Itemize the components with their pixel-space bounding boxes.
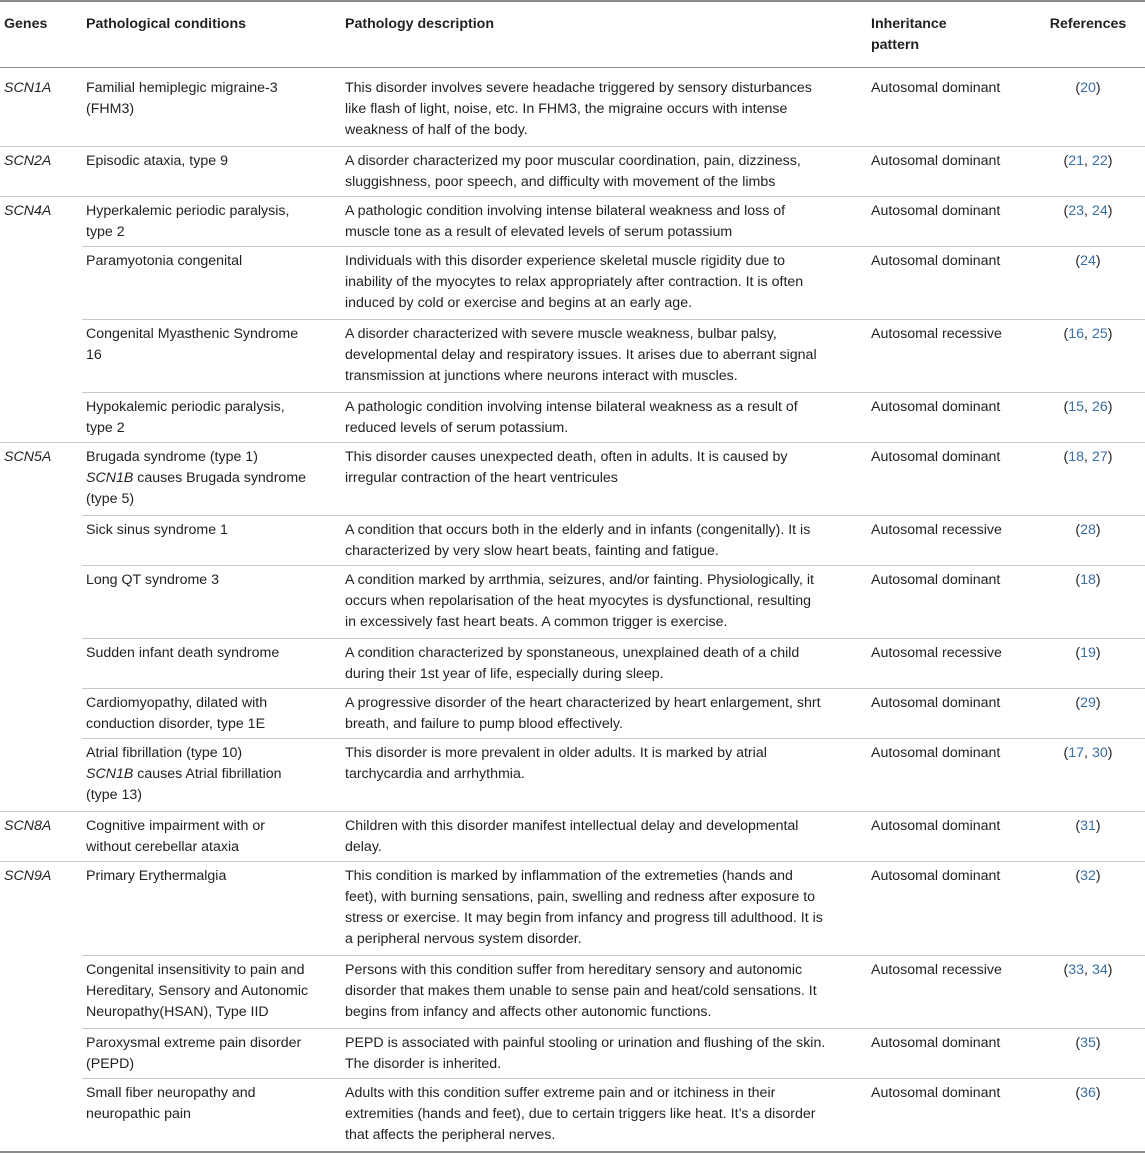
gene-cell bbox=[0, 247, 82, 320]
table-row bbox=[0, 689, 1145, 739]
inheritance-cell: Autosomal dominant bbox=[867, 68, 1031, 147]
references-cell: (29) bbox=[1031, 689, 1145, 739]
inheritance-cell: Autosomal recessive bbox=[867, 516, 1031, 566]
condition-cell bbox=[82, 862, 341, 956]
description-cell bbox=[341, 812, 867, 862]
table-row bbox=[0, 739, 1145, 812]
inheritance-cell: Autosomal dominant bbox=[867, 197, 1031, 247]
description-line: like flash of light, noise, etc. In FHM3, the migraine occurs with intense bbox=[345, 101, 788, 117]
description-line: during their 1st year of life, especially during sleep. bbox=[345, 666, 664, 682]
table-row bbox=[0, 862, 1145, 956]
inheritance-cell: Autosomal recessive bbox=[867, 320, 1031, 393]
reference-link[interactable]: 15 bbox=[1068, 399, 1085, 415]
inheritance-cell: Autosomal dominant bbox=[867, 247, 1031, 320]
description-line: This disorder causes unexpected death, often in adults. It is caused by bbox=[345, 449, 788, 465]
header-row bbox=[0, 1, 1145, 68]
reference-link[interactable]: 34 bbox=[1091, 962, 1108, 978]
condition-line: type 2 bbox=[86, 420, 125, 436]
condition-cell bbox=[82, 566, 341, 639]
description-line: feet), with burning sensations, pain, swelling and redness after exposure to bbox=[345, 889, 816, 905]
description-cell bbox=[341, 956, 867, 1029]
condition-line: Small fiber neuropathy and bbox=[86, 1085, 256, 1101]
condition-line-rest: causes Atrial fibrillation bbox=[133, 766, 282, 782]
condition-cell bbox=[82, 689, 341, 739]
condition-line: Cardiomyopathy, dilated with bbox=[86, 695, 268, 711]
description-line: occurs when repolarisation of the heat myocytes is dysfunctional, resulting bbox=[345, 593, 812, 609]
condition-cell bbox=[82, 1079, 341, 1153]
reference-link[interactable]: 26 bbox=[1091, 399, 1108, 415]
description-cell bbox=[341, 247, 867, 320]
condition-cell bbox=[82, 739, 341, 812]
table-row bbox=[0, 197, 1145, 247]
references-cell: (21, 22) bbox=[1031, 147, 1145, 197]
description-line: A progressive disorder of the heart characterized by heart enlargement, shrt bbox=[345, 695, 821, 711]
description-cell bbox=[341, 68, 867, 147]
table-row bbox=[0, 443, 1145, 516]
reference-link[interactable]: 33 bbox=[1068, 962, 1085, 978]
reference-link[interactable]: 24 bbox=[1080, 253, 1096, 269]
gene-cell bbox=[0, 566, 82, 639]
condition-line: Sudden infant death syndrome bbox=[86, 645, 280, 661]
inheritance-cell: Autosomal dominant bbox=[867, 1079, 1031, 1153]
condition-line: (PEPD) bbox=[86, 1056, 135, 1072]
header-pathology-description: Pathology description bbox=[341, 1, 867, 68]
inheritance-cell: Autosomal dominant bbox=[867, 862, 1031, 956]
table-body bbox=[0, 68, 1145, 1153]
table-row bbox=[0, 639, 1145, 689]
description-line: sluggishness, poor speech, and difficulty with movement of the limbs bbox=[345, 174, 776, 190]
reference-link[interactable]: 24 bbox=[1091, 203, 1108, 219]
condition-cell bbox=[82, 812, 341, 862]
condition-cell bbox=[82, 956, 341, 1029]
inheritance-cell: Autosomal dominant bbox=[867, 689, 1031, 739]
inheritance-cell: Autosomal recessive bbox=[867, 956, 1031, 1029]
table-header bbox=[0, 1, 1145, 68]
gene-cell bbox=[0, 393, 82, 443]
condition-cell bbox=[82, 247, 341, 320]
table-row bbox=[0, 1079, 1145, 1153]
description-cell bbox=[341, 516, 867, 566]
reference-link[interactable]: 19 bbox=[1080, 645, 1096, 661]
reference-link[interactable]: 25 bbox=[1091, 326, 1108, 342]
condition-line: Cognitive impairment with or bbox=[86, 818, 265, 834]
reference-link[interactable]: 22 bbox=[1091, 153, 1108, 169]
header-inheritance-line-2: pattern bbox=[871, 37, 920, 53]
gene-cell bbox=[0, 639, 82, 689]
reference-link[interactable]: 27 bbox=[1091, 449, 1108, 465]
description-line: A condition that occurs both in the elderly and in infants (congenitally). It is bbox=[345, 522, 811, 538]
condition-line: Hyperkalemic periodic paralysis, bbox=[86, 203, 290, 219]
header-inheritance-line-1: Inheritance bbox=[871, 16, 947, 32]
condition-line: Sick sinus syndrome 1 bbox=[86, 522, 228, 538]
description-line: muscle tone as a result of elevated levels of serum potassium bbox=[345, 224, 733, 240]
condition-line: Long QT syndrome 3 bbox=[86, 572, 220, 588]
condition-cell bbox=[82, 393, 341, 443]
condition-cell bbox=[82, 516, 341, 566]
reference-link[interactable]: 29 bbox=[1080, 695, 1096, 711]
description-cell bbox=[341, 320, 867, 393]
description-line: weakness of half of the body. bbox=[345, 122, 528, 138]
description-cell bbox=[341, 862, 867, 956]
description-line: that affects the peripheral nerves. bbox=[345, 1127, 556, 1143]
description-line: The disorder is inherited. bbox=[345, 1056, 502, 1072]
condition-line bbox=[86, 764, 337, 785]
references-cell: (15, 26) bbox=[1031, 393, 1145, 443]
description-line: A pathologic condition involving intense bilateral weakness and loss of bbox=[345, 203, 786, 219]
description-line: a peripheral nervous system disorder. bbox=[345, 931, 582, 947]
condition-line: neuropathic pain bbox=[86, 1106, 191, 1122]
header-pathological-conditions: Pathological conditions bbox=[82, 1, 341, 68]
description-line: Adults with this condition suffer extreme pain and or itchiness in their bbox=[345, 1085, 776, 1101]
references-cell: (33, 34) bbox=[1031, 956, 1145, 1029]
description-cell bbox=[341, 393, 867, 443]
inheritance-cell: Autosomal dominant bbox=[867, 566, 1031, 639]
reference-link[interactable]: 18 bbox=[1080, 572, 1096, 588]
gene-cell bbox=[0, 1079, 82, 1153]
condition-cell bbox=[82, 197, 341, 247]
condition-line: Familial hemiplegic migraine-3 bbox=[86, 80, 278, 96]
table-row bbox=[0, 1029, 1145, 1079]
condition-line: Congenital insensitivity to pain and bbox=[86, 962, 305, 978]
condition-cell bbox=[82, 320, 341, 393]
description-line: This disorder involves severe headache triggered by sensory disturbances bbox=[345, 80, 812, 96]
gene-cell bbox=[0, 689, 82, 739]
reference-link[interactable]: 31 bbox=[1080, 818, 1096, 834]
references-cell: (36) bbox=[1031, 1079, 1145, 1153]
description-cell bbox=[341, 739, 867, 812]
references-cell: (23, 24) bbox=[1031, 197, 1145, 247]
gene-cell: SCN4A bbox=[4, 203, 52, 219]
description-line: A condition characterized by sponstaneous, unexplained death of a child bbox=[345, 645, 800, 661]
gene-cell: SCN5A bbox=[4, 449, 52, 465]
condition-cell bbox=[82, 639, 341, 689]
description-line: induced by cold or exercise and begins at an early age. bbox=[345, 295, 693, 311]
condition-line: Neuropathy(HSAN), Type IID bbox=[86, 1004, 269, 1020]
description-cell bbox=[341, 639, 867, 689]
table-row bbox=[0, 68, 1145, 147]
gene-cell bbox=[0, 739, 82, 812]
table-row bbox=[0, 320, 1145, 393]
references-cell: (18) bbox=[1031, 566, 1145, 639]
inheritance-cell: Autosomal recessive bbox=[867, 639, 1031, 689]
condition-line: type 2 bbox=[86, 224, 125, 240]
references-cell: (17, 30) bbox=[1031, 739, 1145, 812]
condition-line: (type 5) bbox=[86, 491, 135, 507]
description-line: Individuals with this disorder experience skeletal muscle rigidity due to bbox=[345, 253, 786, 269]
description-line: This disorder is more prevalent in older adults. It is marked by atrial bbox=[345, 745, 767, 761]
references-cell: (24) bbox=[1031, 247, 1145, 320]
description-cell bbox=[341, 566, 867, 639]
references-cell: (28) bbox=[1031, 516, 1145, 566]
gene-cell bbox=[0, 320, 82, 393]
description-line: irregular contraction of the heart ventricules bbox=[345, 470, 618, 486]
condition-cell bbox=[82, 68, 341, 147]
inheritance-cell: Autosomal dominant bbox=[867, 739, 1031, 812]
reference-link[interactable]: 28 bbox=[1080, 522, 1096, 538]
condition-line: Congenital Myasthenic Syndrome bbox=[86, 326, 299, 342]
description-cell bbox=[341, 689, 867, 739]
gene-cell: SCN9A bbox=[4, 868, 52, 884]
table-row bbox=[0, 393, 1145, 443]
reference-link[interactable]: 35 bbox=[1080, 1035, 1096, 1051]
condition-cell bbox=[82, 1029, 341, 1079]
reference-link[interactable]: 18 bbox=[1068, 449, 1085, 465]
header-genes: Genes bbox=[0, 1, 82, 68]
condition-line bbox=[86, 468, 337, 489]
references-cell: (32) bbox=[1031, 862, 1145, 956]
description-line: inability of the myocytes to relax appropriately after contraction. It is often bbox=[345, 274, 804, 290]
table-row bbox=[0, 147, 1145, 197]
condition-line: Hypokalemic periodic paralysis, bbox=[86, 399, 285, 415]
inheritance-cell: Autosomal dominant bbox=[867, 812, 1031, 862]
description-line: PEPD is associated with painful stooling or urination and flushing of the skin. bbox=[345, 1035, 826, 1051]
inheritance-cell: Autosomal dominant bbox=[867, 443, 1031, 516]
condition-line: Paramyotonia congenital bbox=[86, 253, 243, 269]
reference-link[interactable]: 20 bbox=[1080, 80, 1096, 96]
condition-cell bbox=[82, 147, 341, 197]
description-line: characterized by very slow heart beats, fainting and fatigue. bbox=[345, 543, 719, 559]
description-line: extremities (hands and feet), due to certain triggers like heat. It’s a disorder bbox=[345, 1106, 816, 1122]
condition-line: Episodic ataxia, type 9 bbox=[86, 153, 228, 169]
description-line: Persons with this condition suffer from hereditary sensory and autonomic bbox=[345, 962, 803, 978]
description-cell bbox=[341, 443, 867, 516]
condition-line-rest: causes Brugada syndrome bbox=[133, 470, 307, 486]
condition-gene-name: SCN1B bbox=[86, 470, 134, 486]
description-line: A disorder characterized with severe muscle weakness, bulbar palsy, bbox=[345, 326, 777, 342]
gene-cell: SCN8A bbox=[0, 812, 82, 862]
reference-link[interactable]: 21 bbox=[1068, 153, 1085, 169]
references-cell: (18, 27) bbox=[1031, 443, 1145, 516]
table-row bbox=[0, 812, 1145, 862]
description-line: transmission at junctions where neurons interact with muscles. bbox=[345, 368, 738, 384]
references-cell: (35) bbox=[1031, 1029, 1145, 1079]
description-line: breath, and failure to pump blood effectively. bbox=[345, 716, 623, 732]
condition-line: Paroxysmal extreme pain disorder bbox=[86, 1035, 302, 1051]
reference-link[interactable]: 17 bbox=[1068, 745, 1085, 761]
condition-line: conduction disorder, type 1E bbox=[86, 716, 266, 732]
description-line: in excessively fast heart beats. A common trigger is exercise. bbox=[345, 614, 728, 630]
reference-link[interactable]: 16 bbox=[1068, 326, 1085, 342]
table-row bbox=[0, 247, 1145, 320]
table-row bbox=[0, 566, 1145, 639]
description-cell bbox=[341, 197, 867, 247]
description-line: delay. bbox=[345, 839, 382, 855]
description-cell bbox=[341, 1029, 867, 1079]
inheritance-cell: Autosomal dominant bbox=[867, 1029, 1031, 1079]
condition-cell bbox=[82, 443, 341, 516]
reference-link[interactable]: 30 bbox=[1091, 745, 1108, 761]
references-cell: (16, 25) bbox=[1031, 320, 1145, 393]
description-line: disorder that makes them unable to sense pain and heat/cold sensations. It bbox=[345, 983, 817, 999]
description-line: begins from infancy and affects other autonomic functions. bbox=[345, 1004, 712, 1020]
description-line: tarchycardia and arrhythmia. bbox=[345, 766, 525, 782]
references-cell: (20) bbox=[1031, 68, 1145, 147]
gene-cell bbox=[0, 516, 82, 566]
condition-line: Primary Erythermalgia bbox=[86, 868, 227, 884]
description-line: This condition is marked by inflammation of the extremeties (hands and bbox=[345, 868, 793, 884]
inheritance-cell: Autosomal dominant bbox=[867, 393, 1031, 443]
gene-cell bbox=[0, 1029, 82, 1079]
condition-line: 16 bbox=[86, 347, 102, 363]
gene-cell bbox=[0, 956, 82, 1029]
references-cell: (31) bbox=[1031, 812, 1145, 862]
description-line: stress or exercise. It may begin from infancy and progress till adulthood. It is bbox=[345, 910, 823, 926]
header-references: References bbox=[1031, 1, 1145, 68]
reference-link[interactable]: 23 bbox=[1068, 203, 1085, 219]
condition-line: (type 13) bbox=[86, 787, 142, 803]
condition-gene-name: SCN1B bbox=[86, 766, 134, 782]
description-cell bbox=[341, 147, 867, 197]
description-cell bbox=[341, 1079, 867, 1153]
inheritance-cell: Autosomal dominant bbox=[867, 147, 1031, 197]
description-line: A pathologic condition involving intense bilateral weakness as a result of bbox=[345, 399, 798, 415]
table-row bbox=[0, 516, 1145, 566]
description-line: developmental delay and respiratory issues. It arises due to aberrant signal bbox=[345, 347, 817, 363]
reference-link[interactable]: 32 bbox=[1080, 868, 1096, 884]
gene-cell: SCN2A bbox=[0, 147, 82, 197]
description-line: A disorder characterized my poor muscular coordination, pain, dizziness, bbox=[345, 153, 801, 169]
reference-link[interactable]: 36 bbox=[1080, 1085, 1096, 1101]
header-inheritance-pattern bbox=[867, 1, 1031, 68]
table-row bbox=[0, 956, 1145, 1029]
gene-cell: SCN1A bbox=[0, 68, 82, 147]
description-line: A condition marked by arrthmia, seizures, and/or fainting. Physiologically, it bbox=[345, 572, 814, 588]
condition-line: Atrial fibrillation (type 10) bbox=[86, 745, 243, 761]
description-line: Children with this disorder manifest intellectual delay and developmental bbox=[345, 818, 799, 834]
description-line: reduced levels of serum potassium. bbox=[345, 420, 569, 436]
condition-line: Hereditary, Sensory and Autonomic bbox=[86, 983, 309, 999]
references-cell: (19) bbox=[1031, 639, 1145, 689]
condition-line: without cerebellar ataxia bbox=[86, 839, 239, 855]
condition-line: (FHM3) bbox=[86, 101, 135, 117]
condition-line: Brugada syndrome (type 1) bbox=[86, 449, 258, 465]
